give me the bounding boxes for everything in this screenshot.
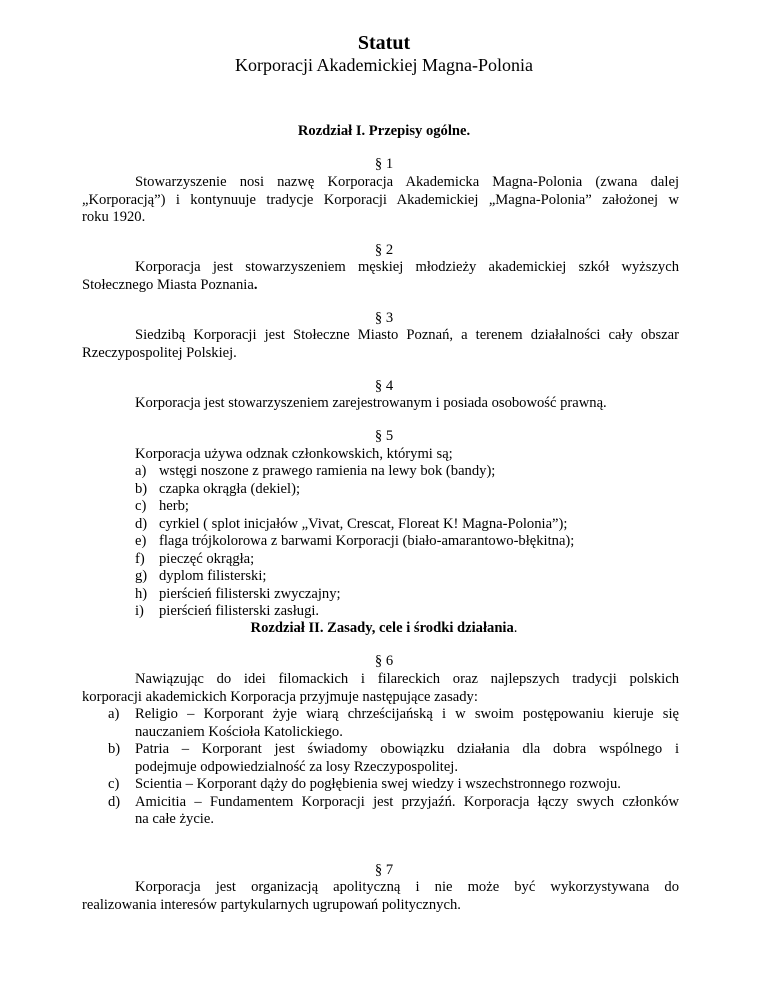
- section-6-label: § 6: [374, 653, 394, 669]
- list-marker: d): [108, 794, 121, 810]
- section-7-line-2: realizowania interesów partykularnych ugrupowań politycznych.: [82, 897, 461, 913]
- list-marker: e): [135, 533, 147, 549]
- list-marker: g): [135, 568, 148, 584]
- list-text-continued: nauczaniem Kościoła Katolickiego.: [135, 724, 343, 740]
- section-2-label: § 2: [374, 242, 394, 258]
- chapter-1-heading: Rozdział I. Przepisy ogólne.: [297, 123, 471, 139]
- section-1-line-3: roku 1920.: [82, 209, 146, 225]
- list-text: dyplom filisterski;: [159, 568, 267, 584]
- list-text: Patria – Korporant jest świadomy obowiązku działania dla dobra wspólnego i: [135, 741, 679, 757]
- list-text: Scientia – Korporant dąży do pogłębienia swej wiedzy i wszechstronnego rozwoju.: [135, 776, 621, 792]
- section-7-line-1: Korporacja jest organizacją apolityczną i nie może być wykorzystywana do: [135, 879, 679, 895]
- section-1-line-1: Stowarzyszenie nosi nazwę Korporacja Akademicka Magna-Polonia (zwana dalej: [135, 174, 679, 190]
- list-text: czapka okrągła (dekiel);: [159, 481, 300, 497]
- section-5-label: § 5: [374, 428, 394, 444]
- section-2-line-1: Korporacja jest stowarzyszeniem męskiej młodzieży akademickiej szkół wyższych: [135, 259, 679, 275]
- list-marker: a): [135, 463, 147, 479]
- section-7-label: § 7: [374, 862, 394, 878]
- list-text: flaga trójkolorowa z barwami Korporacji (biało-amarantowo-błękitna);: [159, 533, 575, 549]
- list-text: cyrkiel ( splot inicjałów „Vivat, Crescat, Floreat K! Magna-Polonia”);: [159, 516, 568, 532]
- section-3-label: § 3: [374, 310, 394, 326]
- list-marker: a): [108, 706, 120, 722]
- list-marker: d): [135, 516, 148, 532]
- list-text: Religio – Korporant żyje wiarą chrześcijańską i w swoim postępowaniu kieruje się: [135, 706, 679, 722]
- chapter-2-heading: Rozdział II. Zasady, cele i środki działania.: [250, 620, 518, 636]
- section-3-line-1: Siedzibą Korporacji jest Stołeczne Miasto Poznań, a terenem działalności cały obszar: [135, 327, 679, 343]
- list-marker: c): [108, 776, 120, 792]
- section-1-label: § 1: [374, 156, 394, 172]
- section-6-line-1: Nawiązując do idei filomackich i filareckich oraz najlepszych tradycji polskich: [135, 671, 679, 687]
- list-text: herb;: [159, 498, 189, 514]
- list-text: wstęgi noszone z prawego ramienia na lewy bok (bandy);: [159, 463, 496, 479]
- section-2-line-2: Stołecznego Miasta Poznania.: [82, 277, 258, 293]
- list-text-continued: podejmuje odpowiedzialność za losy Rzeczypospolitej.: [135, 759, 459, 775]
- section-1-line-2: „Korporacją”) i kontynuuje tradycje Korporacji Akademickiej „Magna-Polonia” założonej w: [82, 192, 679, 208]
- list-text-continued: na całe życie.: [135, 811, 214, 827]
- section-5-intro: Korporacja używa odznak członkowskich, którymi są;: [135, 446, 453, 462]
- document-subtitle: Korporacji Akademickiej Magna-Polonia: [235, 55, 533, 75]
- list-marker: b): [135, 481, 148, 497]
- list-text: pierścień filisterski zwyczajny;: [159, 586, 341, 602]
- section-4-line-1: Korporacja jest stowarzyszeniem zarejestrowanym i posiada osobowość prawną.: [135, 395, 607, 411]
- list-marker: b): [108, 741, 121, 757]
- list-marker: c): [135, 498, 147, 514]
- list-text: pieczęć okrągła;: [159, 551, 255, 567]
- list-marker: f): [135, 551, 145, 567]
- section-6-line-2: korporacji akademickich Korporacja przyjmuje następujące zasady:: [82, 689, 478, 705]
- list-text: Amicitia – Fundamentem Korporacji jest przyjaźń. Korporacja łączy swych członków: [135, 794, 679, 810]
- list-marker: i): [135, 603, 144, 619]
- document-title: Statut: [357, 32, 411, 54]
- list-text: pierścień filisterski zasługi.: [159, 603, 320, 619]
- section-4-label: § 4: [374, 378, 394, 394]
- section-3-line-2: Rzeczypospolitej Polskiej.: [82, 345, 237, 361]
- list-marker: h): [135, 586, 148, 602]
